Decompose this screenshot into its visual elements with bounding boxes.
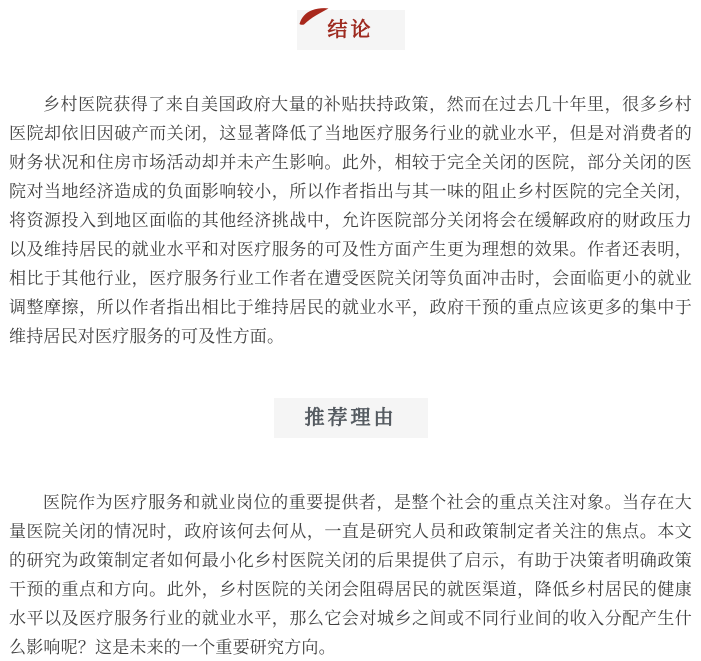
brush-stroke-icon xyxy=(299,0,329,16)
conclusion-badge xyxy=(297,10,405,50)
recommendation-section-header xyxy=(9,351,692,438)
recommendation-badge xyxy=(274,398,428,438)
recommendation-paragraph: 医院作为医疗服务和就业岗位的重要提供者，是整个社会的重点关注对象。当存在大量医院关闭的情况时，政府该何去何从，一直是研究人员和政策制定者关注的焦点。本文的研究为政策制定者如何最小化乡村医院关闭的后果提供了启示，有助于决策者明确政策干预的重点和方向。此外，乡村医院的关闭会阻碍居民的就医渠道，降低乡村居民的健康水平以及医疗服务行业的就业水平，那么它会对城乡之间或不同行业间的收入分配产生什么影响呢？这是未来的一个重要研究方向。 xyxy=(9,493,692,657)
conclusion-paragraph: 乡村医院获得了来自美国政府大量的补贴扶持政策，然而在过去几十年里，很多乡村医院却依旧因破产而关闭，这显著降低了当地医疗服务行业的就业水平，但是对消费者的财务状况和住房市场活动却并未产生影响。此外，相较于完全关闭的医院，部分关闭的医院对当地经济造成的负面影响较小，所以作者指出与其一味的阻止乡村医院的完全关闭，将资源投入到地区面临的其他经济挑战中，允许医院部分关闭将会在缓解政府的财政压力以及维持居民的就业水平和对医疗服务的可及性方面产生更为理想的效果。作者还表明，相比于其他行业，医疗服务行业工作者在遭受医院关闭等负面冲击时，会面临更小的就业调整摩擦，所以作者指出相比于维持居民的就业水平，政府干预的重点应该更多的集中于维持居民对医疗服务的可及性方面。 xyxy=(9,95,692,346)
conclusion-section-header xyxy=(9,0,692,50)
recommendation-badge-label: 推荐理由 xyxy=(304,407,397,429)
conclusion-badge-label: 结论 xyxy=(327,19,374,41)
